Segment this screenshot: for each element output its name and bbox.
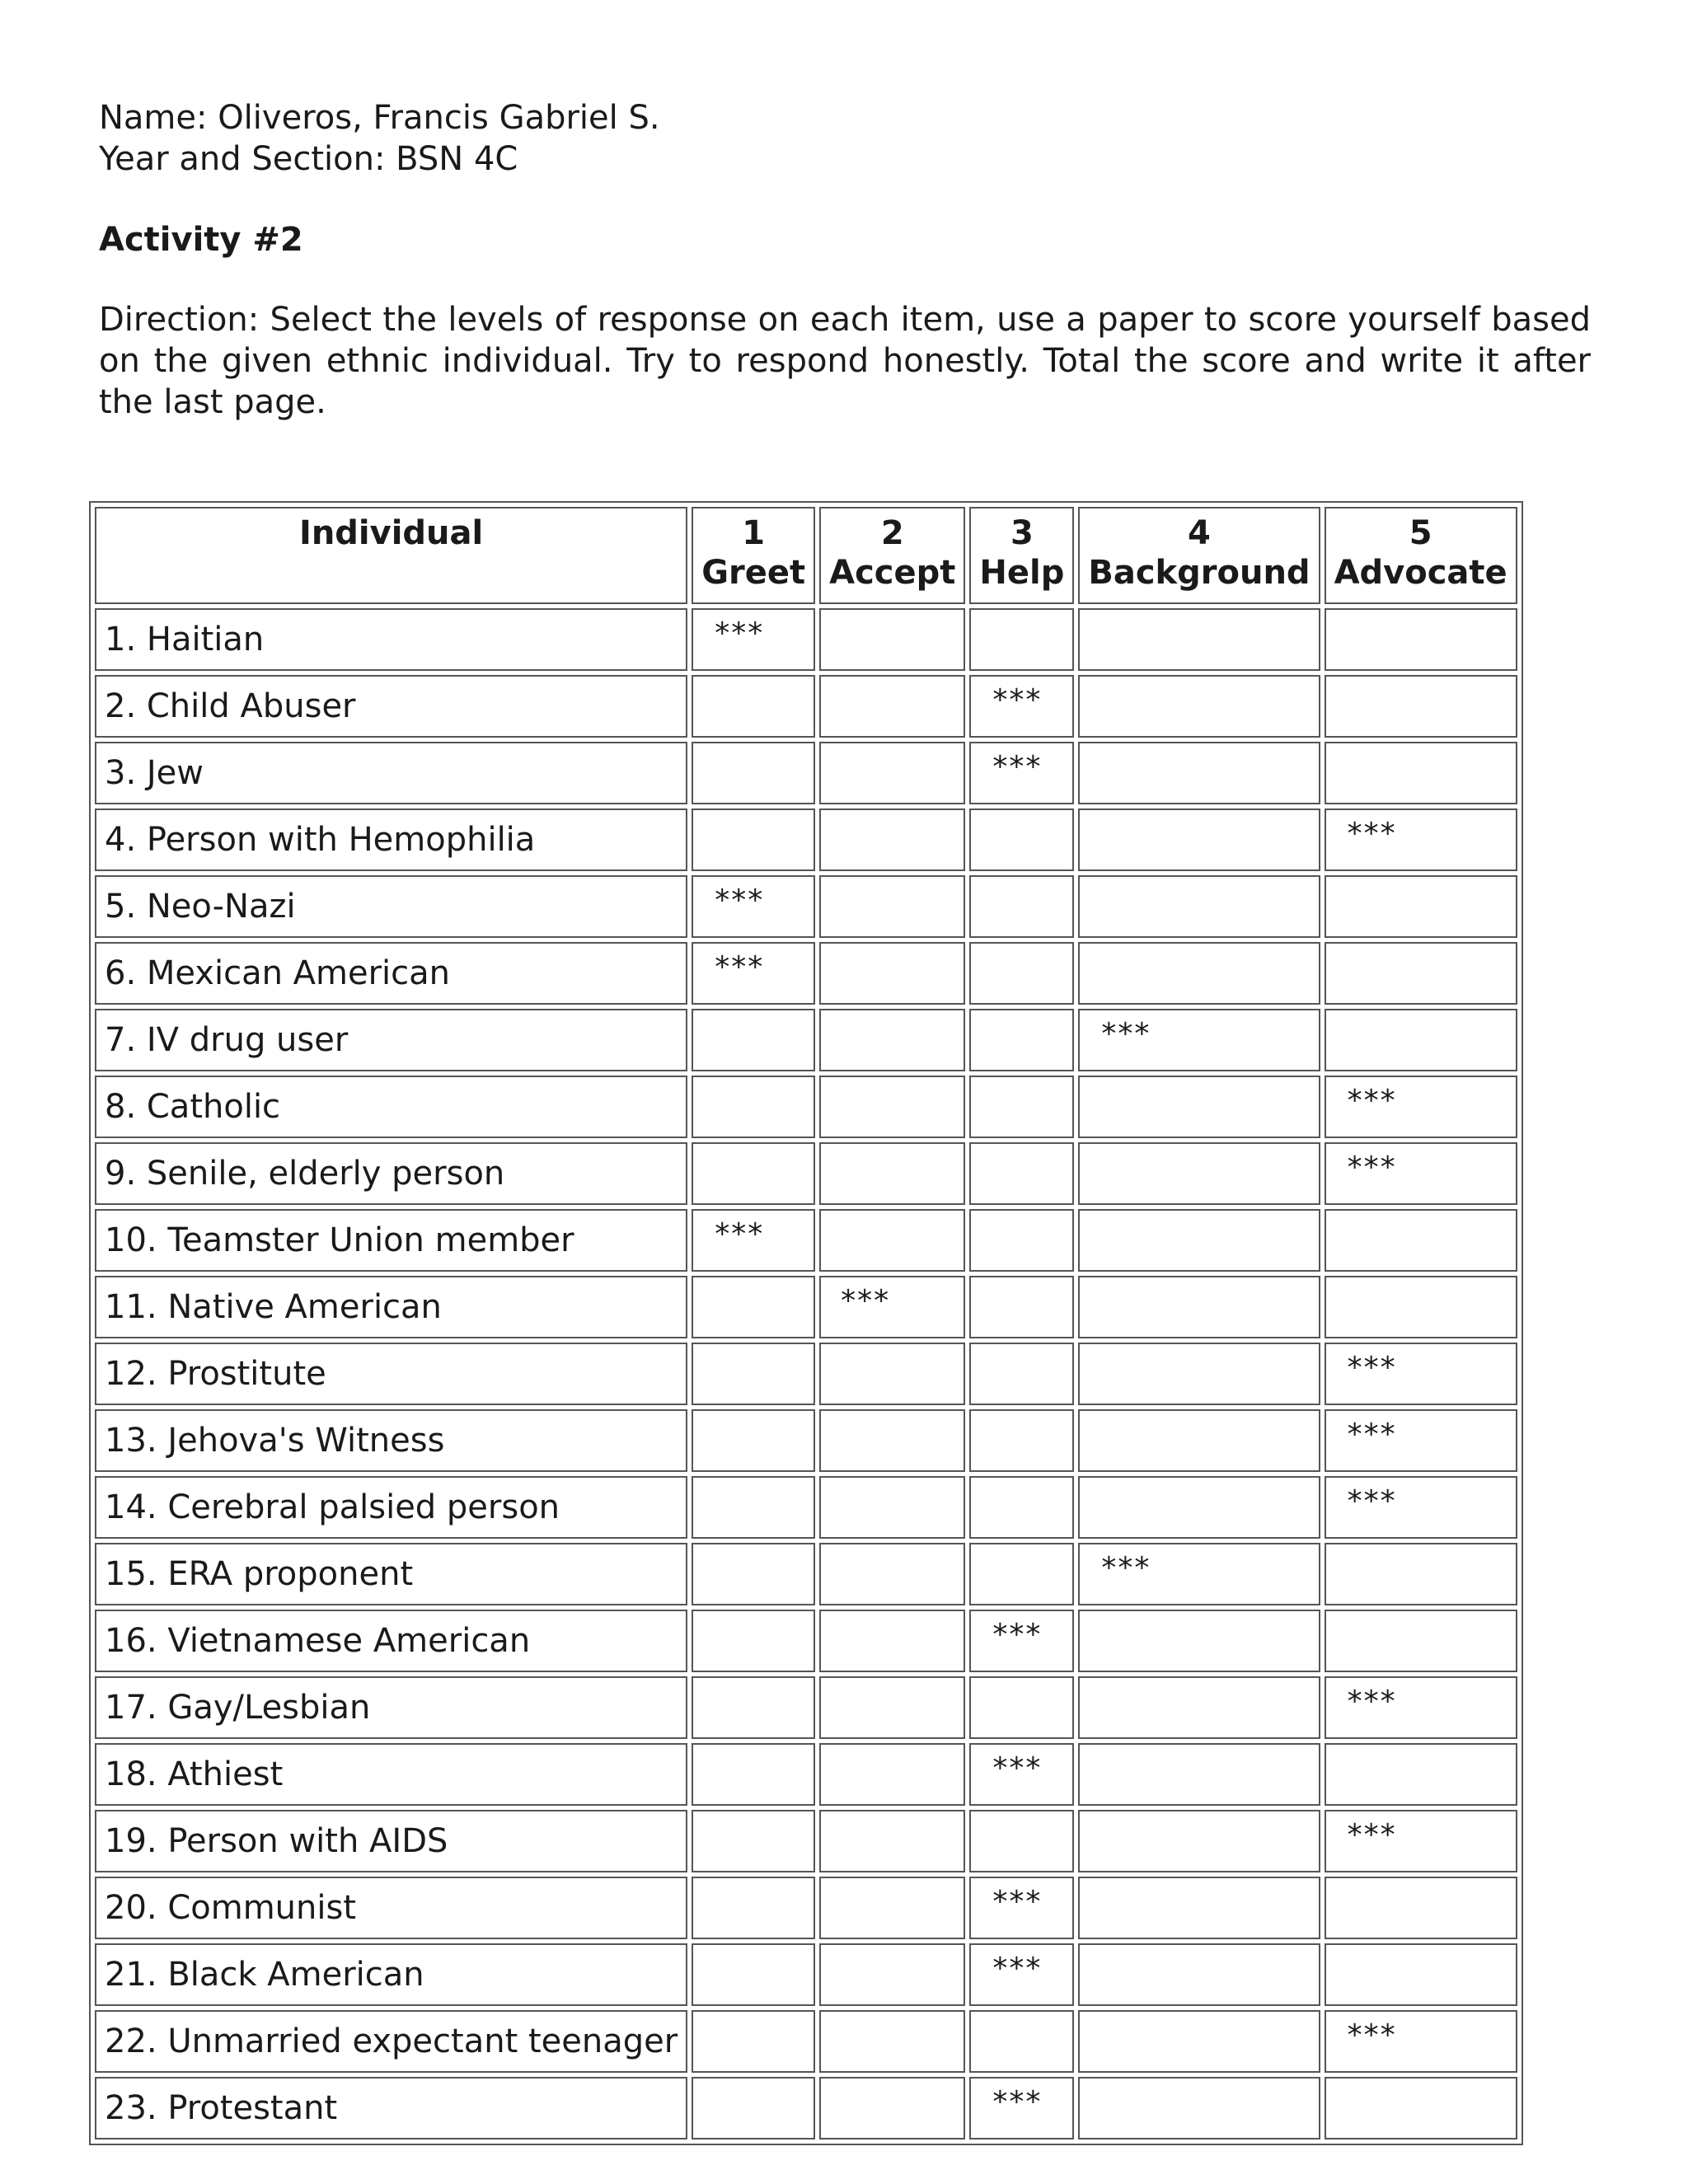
response-cell bbox=[692, 1943, 815, 2006]
response-cell bbox=[819, 1543, 965, 1605]
response-cell bbox=[969, 608, 1074, 671]
column-number: 2 bbox=[880, 514, 904, 552]
column-number: 5 bbox=[1409, 514, 1432, 552]
response-mark: *** bbox=[969, 742, 1074, 804]
response-cell bbox=[1325, 608, 1517, 671]
response-cell bbox=[969, 1009, 1074, 1071]
response-cell bbox=[1325, 675, 1517, 738]
response-mark: *** bbox=[1078, 1009, 1320, 1071]
response-cell bbox=[1325, 1610, 1517, 1672]
response-cell bbox=[1078, 742, 1320, 804]
individual-cell: 16. Vietnamese American bbox=[95, 1610, 687, 1672]
response-cell bbox=[819, 1209, 965, 1272]
individual-cell: 19. Person with AIDS bbox=[95, 1810, 687, 1872]
response-cell bbox=[1325, 1009, 1517, 1071]
response-mark: *** bbox=[1325, 1142, 1517, 1205]
individual-cell: 21. Black American bbox=[95, 1943, 687, 2006]
response-cell bbox=[1078, 1409, 1320, 1472]
table-row bbox=[95, 875, 1517, 938]
table-row bbox=[95, 1810, 1517, 1872]
response-mark: *** bbox=[969, 2077, 1074, 2139]
response-cell bbox=[1325, 1209, 1517, 1272]
response-cell bbox=[692, 1142, 815, 1205]
response-cell bbox=[969, 2010, 1074, 2073]
response-cell bbox=[1325, 942, 1517, 1005]
response-mark: *** bbox=[1325, 2010, 1517, 2073]
response-mark: *** bbox=[819, 1276, 965, 1338]
table-row bbox=[95, 675, 1517, 738]
response-mark: *** bbox=[692, 942, 815, 1005]
individual-cell: 14. Cerebral palsied person bbox=[95, 1476, 687, 1539]
response-mark: *** bbox=[1325, 1343, 1517, 1405]
response-cell bbox=[969, 875, 1074, 938]
column-label: Background bbox=[1088, 554, 1311, 592]
response-cell bbox=[819, 1610, 965, 1672]
response-cell bbox=[969, 942, 1074, 1005]
column-header-advocate bbox=[1325, 507, 1517, 604]
response-cell bbox=[1325, 2077, 1517, 2139]
response-cell bbox=[819, 608, 965, 671]
response-cell bbox=[819, 1877, 965, 1939]
response-cell bbox=[819, 675, 965, 738]
response-cell bbox=[1078, 1142, 1320, 1205]
column-label: Individual bbox=[298, 514, 484, 552]
column-header-background bbox=[1078, 507, 1320, 604]
response-cell bbox=[1078, 1610, 1320, 1672]
individual-cell: 7. IV drug user bbox=[95, 1009, 687, 1071]
response-cell bbox=[1078, 1476, 1320, 1539]
individual-cell: 8. Catholic bbox=[95, 1076, 687, 1138]
column-label: Help bbox=[979, 554, 1065, 592]
individual-cell: 13. Jehova's Witness bbox=[95, 1409, 687, 1472]
response-cell bbox=[969, 1343, 1074, 1405]
response-cell bbox=[969, 1543, 1074, 1605]
response-mark: *** bbox=[692, 608, 815, 671]
response-cell bbox=[692, 2010, 815, 2073]
response-cell bbox=[1078, 808, 1320, 871]
individual-cell: 18. Athiest bbox=[95, 1743, 687, 1806]
response-cell bbox=[692, 1276, 815, 1338]
individual-cell: 23. Protestant bbox=[95, 2077, 687, 2139]
response-cell bbox=[1325, 1543, 1517, 1605]
response-cell bbox=[692, 1543, 815, 1605]
column-number: 3 bbox=[1010, 514, 1034, 552]
response-cell bbox=[692, 1076, 815, 1138]
table-row bbox=[95, 742, 1517, 804]
response-mark: *** bbox=[692, 875, 815, 938]
individual-cell: 9. Senile, elderly person bbox=[95, 1142, 687, 1205]
response-cell bbox=[1325, 1743, 1517, 1806]
individual-cell: 17. Gay/Lesbian bbox=[95, 1676, 687, 1739]
column-label: Greet bbox=[701, 554, 806, 592]
response-cell bbox=[1325, 742, 1517, 804]
table-row bbox=[95, 808, 1517, 871]
individual-cell: 11. Native American bbox=[95, 1276, 687, 1338]
student-name: Name: Oliveros, Francis Gabriel S. bbox=[99, 99, 660, 137]
response-cell bbox=[1078, 942, 1320, 1005]
response-cell bbox=[969, 1409, 1074, 1472]
table-row bbox=[95, 608, 1517, 671]
response-cell bbox=[1078, 2010, 1320, 2073]
response-mark: *** bbox=[1325, 808, 1517, 871]
response-cell bbox=[1078, 1877, 1320, 1939]
individual-cell: 3. Jew bbox=[95, 742, 687, 804]
table-row bbox=[95, 1276, 1517, 1338]
column-label: Accept bbox=[829, 554, 956, 592]
response-cell bbox=[819, 1743, 965, 1806]
individual-cell: 10. Teamster Union member bbox=[95, 1209, 687, 1272]
response-cell bbox=[692, 1810, 815, 1872]
response-cell bbox=[819, 1676, 965, 1739]
response-mark: *** bbox=[1078, 1543, 1320, 1605]
response-cell bbox=[969, 1142, 1074, 1205]
response-cell bbox=[969, 1276, 1074, 1338]
table-row bbox=[95, 1610, 1517, 1672]
table-row bbox=[95, 2010, 1517, 2073]
response-mark: *** bbox=[1325, 1476, 1517, 1539]
response-cell bbox=[819, 808, 965, 871]
response-cell bbox=[692, 808, 815, 871]
response-cell bbox=[819, 1476, 965, 1539]
response-mark: *** bbox=[969, 1943, 1074, 2006]
table-row bbox=[95, 1409, 1517, 1472]
individual-cell: 6. Mexican American bbox=[95, 942, 687, 1005]
response-mark: *** bbox=[969, 1610, 1074, 1672]
response-cell bbox=[692, 1009, 815, 1071]
table-row bbox=[95, 1209, 1517, 1272]
response-cell bbox=[692, 1476, 815, 1539]
response-cell bbox=[1078, 1209, 1320, 1272]
response-cell bbox=[692, 1343, 815, 1405]
response-cell bbox=[1325, 1877, 1517, 1939]
response-cell bbox=[1078, 1810, 1320, 1872]
individual-cell: 1. Haitian bbox=[95, 608, 687, 671]
column-number: 4 bbox=[1188, 514, 1211, 552]
individual-cell: 5. Neo-Nazi bbox=[95, 875, 687, 938]
response-cell bbox=[819, 1009, 965, 1071]
response-cell bbox=[819, 1142, 965, 1205]
response-mark: *** bbox=[1325, 1409, 1517, 1472]
table-body bbox=[95, 608, 1517, 2139]
response-cell bbox=[969, 1076, 1074, 1138]
table-row bbox=[95, 942, 1517, 1005]
response-cell bbox=[819, 2010, 965, 2073]
response-cell bbox=[819, 2077, 965, 2139]
individual-cell: 12. Prostitute bbox=[95, 1343, 687, 1405]
response-cell bbox=[692, 1409, 815, 1472]
individual-cell: 15. ERA proponent bbox=[95, 1543, 687, 1605]
response-cell bbox=[1078, 2077, 1320, 2139]
response-cell bbox=[819, 875, 965, 938]
response-cell bbox=[1078, 1943, 1320, 2006]
year-section: Year and Section: BSN 4C bbox=[99, 140, 518, 178]
table-row bbox=[95, 1943, 1517, 2006]
response-cell bbox=[969, 1209, 1074, 1272]
response-cell bbox=[1325, 1943, 1517, 2006]
response-cell bbox=[1078, 1276, 1320, 1338]
table-row bbox=[95, 2077, 1517, 2139]
column-header-greet bbox=[692, 507, 815, 604]
response-cell bbox=[1078, 875, 1320, 938]
response-mark: *** bbox=[969, 1743, 1074, 1806]
individual-cell: 22. Unmarried expectant teenager bbox=[95, 2010, 687, 2073]
direction-text: Direction: Select the levels of response on each item, use a paper to score yourself based on the given ethnic individual. Try to respond honestly. Total the score and write it after the last page. bbox=[99, 301, 1591, 421]
response-cell bbox=[1325, 1276, 1517, 1338]
table-header-row bbox=[95, 507, 1517, 604]
response-cell bbox=[819, 742, 965, 804]
response-mark: *** bbox=[969, 1877, 1074, 1939]
response-cell bbox=[969, 1476, 1074, 1539]
table-row bbox=[95, 1343, 1517, 1405]
response-cell bbox=[692, 1743, 815, 1806]
table-row bbox=[95, 1476, 1517, 1539]
response-cell bbox=[969, 1676, 1074, 1739]
response-cell bbox=[969, 808, 1074, 871]
response-cell bbox=[692, 2077, 815, 2139]
response-cell bbox=[1078, 675, 1320, 738]
response-cell bbox=[819, 1943, 965, 2006]
response-table bbox=[89, 501, 1523, 2145]
column-number: 1 bbox=[742, 514, 766, 552]
column-header-accept bbox=[819, 507, 965, 604]
response-mark: *** bbox=[692, 1209, 815, 1272]
response-cell bbox=[819, 1343, 965, 1405]
response-cell bbox=[1078, 1676, 1320, 1739]
table-row bbox=[95, 1743, 1517, 1806]
response-cell bbox=[1078, 1076, 1320, 1138]
activity-title: Activity #2 bbox=[99, 221, 303, 259]
response-cell bbox=[692, 742, 815, 804]
table-row bbox=[95, 1009, 1517, 1071]
individual-cell: 2. Child Abuser bbox=[95, 675, 687, 738]
response-mark: *** bbox=[1325, 1676, 1517, 1739]
table-row bbox=[95, 1676, 1517, 1739]
response-cell bbox=[692, 1610, 815, 1672]
table-row bbox=[95, 1142, 1517, 1205]
column-header-help bbox=[969, 507, 1074, 604]
student-info bbox=[99, 97, 1591, 180]
response-cell bbox=[1078, 608, 1320, 671]
column-header-individual bbox=[95, 507, 687, 604]
table-row bbox=[95, 1877, 1517, 1939]
table-row bbox=[95, 1543, 1517, 1605]
response-cell bbox=[692, 1676, 815, 1739]
response-mark: *** bbox=[1325, 1076, 1517, 1138]
response-mark: *** bbox=[1325, 1810, 1517, 1872]
response-mark: *** bbox=[969, 675, 1074, 738]
response-cell bbox=[819, 1409, 965, 1472]
table-row bbox=[95, 1076, 1517, 1138]
response-cell bbox=[969, 1810, 1074, 1872]
response-cell bbox=[819, 942, 965, 1005]
response-cell bbox=[819, 1810, 965, 1872]
response-cell bbox=[692, 675, 815, 738]
response-cell bbox=[1078, 1743, 1320, 1806]
individual-cell: 20. Communist bbox=[95, 1877, 687, 1939]
response-cell bbox=[819, 1076, 965, 1138]
individual-cell: 4. Person with Hemophilia bbox=[95, 808, 687, 871]
response-cell bbox=[692, 1877, 815, 1939]
column-label: Advocate bbox=[1334, 554, 1507, 592]
response-cell bbox=[1325, 875, 1517, 938]
response-cell bbox=[1078, 1343, 1320, 1405]
